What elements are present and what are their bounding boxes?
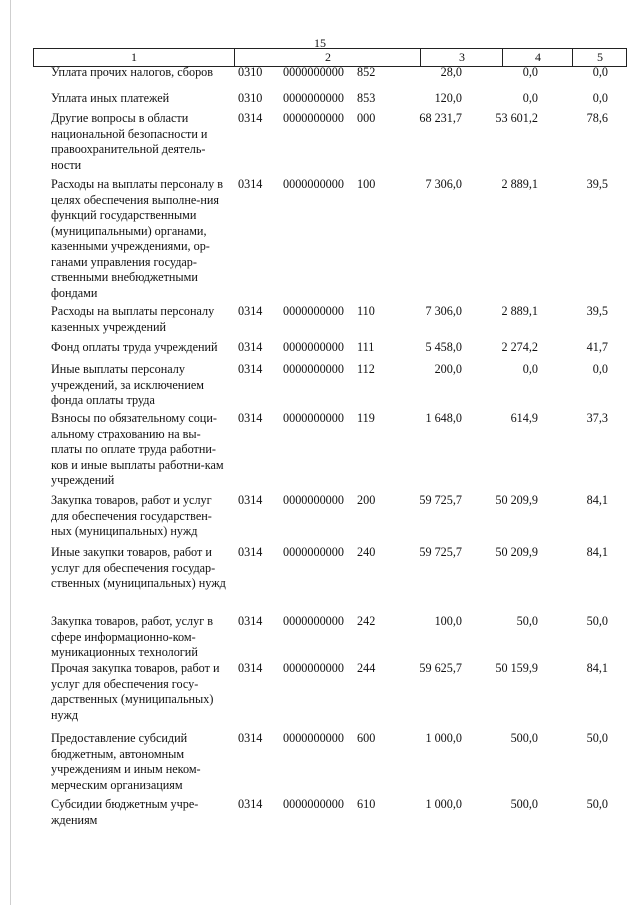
row-target-code: 0000000000: [283, 111, 344, 125]
row-name: Иные выплаты персоналу учреждений, за исключением фонда оплаты труда: [51, 362, 204, 407]
row-plan: 59 725,7: [419, 493, 462, 507]
row-percent: 0,0: [592, 65, 608, 79]
row-plan: 7 306,0: [425, 304, 462, 318]
row-target-code: 0000000000: [283, 731, 344, 745]
row-percent: 84,1: [586, 493, 608, 507]
row-name: Уплата прочих налогов, сборов: [51, 65, 214, 79]
row-expense-type: 200: [357, 493, 376, 507]
row-expense-type: 244: [357, 661, 376, 675]
row-section: 0314: [238, 661, 263, 675]
row-percent: 39,5: [586, 304, 608, 318]
header-col-5: 5: [572, 49, 627, 66]
row-name: Уплата иных платежей: [51, 91, 170, 105]
row-section: 0310: [238, 91, 263, 105]
header-col-3: 3: [420, 49, 503, 66]
row-name: Взносы по обязательному соци-альному страхованию на вы-платы по оплате труда работни-ков и иные выплаты работни-кам учреждений: [51, 411, 224, 487]
row-actual: 500,0: [510, 797, 538, 811]
row-actual: 0,0: [522, 65, 538, 79]
scan-edge: [10, 0, 11, 905]
row-plan: 1 648,0: [425, 411, 462, 425]
row-name: Предоставление субсидий бюджетным, автономным учреждениям и иным неком-мерческим организациям: [51, 731, 201, 792]
row-percent: 84,1: [586, 545, 608, 559]
row-actual: 50 209,9: [495, 545, 538, 559]
row-section: 0310: [238, 65, 263, 79]
row-section: 0314: [238, 111, 263, 125]
row-target-code: 0000000000: [283, 177, 344, 191]
row-plan: 120,0: [434, 91, 462, 105]
row-percent: 50,0: [586, 731, 608, 745]
row-actual: 500,0: [510, 731, 538, 745]
row-expense-type: 852: [357, 65, 376, 79]
row-expense-type: 000: [357, 111, 376, 125]
row-actual: 50 159,9: [495, 661, 538, 675]
row-plan: 68 231,7: [419, 111, 462, 125]
row-section: 0314: [238, 340, 263, 354]
row-plan: 5 458,0: [425, 340, 462, 354]
page-number: 15: [314, 36, 326, 50]
row-target-code: 0000000000: [283, 661, 344, 675]
row-section: 0314: [238, 545, 263, 559]
row-plan: 59 625,7: [419, 661, 462, 675]
row-percent: 41,7: [586, 340, 608, 354]
row-name: Иные закупки товаров, работ и услуг для обеспечения государ-ственных (муниципальных) нужд: [51, 545, 226, 590]
row-plan: 59 725,7: [419, 545, 462, 559]
row-section: 0314: [238, 731, 263, 745]
row-target-code: 0000000000: [283, 91, 344, 105]
row-percent: 50,0: [586, 614, 608, 628]
row-section: 0314: [238, 797, 263, 811]
row-target-code: 0000000000: [283, 304, 344, 318]
row-percent: 78,6: [586, 111, 608, 125]
row-target-code: 0000000000: [283, 340, 344, 354]
row-expense-type: 610: [357, 797, 376, 811]
row-expense-type: 119: [357, 411, 375, 425]
row-actual: 2 889,1: [501, 304, 538, 318]
row-target-code: 0000000000: [283, 411, 344, 425]
row-target-code: 0000000000: [283, 614, 344, 628]
row-actual: 0,0: [522, 91, 538, 105]
row-section: 0314: [238, 614, 263, 628]
row-actual: 53 601,2: [495, 111, 538, 125]
row-plan: 1 000,0: [425, 797, 462, 811]
row-plan: 28,0: [440, 65, 462, 79]
row-target-code: 0000000000: [283, 65, 344, 79]
row-name: Фонд оплаты труда учреждений: [51, 340, 218, 354]
row-name: Закупка товаров, работ и услуг для обеспечения государствен-ных (муниципальных) нужд: [51, 493, 212, 538]
row-section: 0314: [238, 493, 263, 507]
row-name: Закупка товаров, работ, услуг в сфере информационно-ком-муникационных технологий: [51, 614, 213, 659]
row-actual: 2 274,2: [501, 340, 538, 354]
row-plan: 200,0: [434, 362, 462, 376]
row-percent: 0,0: [592, 362, 608, 376]
header-col-2: 2: [234, 49, 421, 66]
row-actual: 0,0: [522, 362, 538, 376]
row-section: 0314: [238, 411, 263, 425]
row-expense-type: 853: [357, 91, 376, 105]
row-expense-type: 111: [357, 340, 375, 354]
row-percent: 84,1: [586, 661, 608, 675]
row-actual: 50 209,9: [495, 493, 538, 507]
row-percent: 50,0: [586, 797, 608, 811]
row-section: 0314: [238, 362, 263, 376]
row-name: Другие вопросы в области национальной безопасности и правоохранительной деятель-ности: [51, 111, 208, 172]
row-percent: 0,0: [592, 91, 608, 105]
row-name: Расходы на выплаты персоналу в целях обеспечения выполне-ния функций государственными (муниципальными) органами, казенными учреждениями, ор-ганами управления государ-ственными внебюджетными фондами: [51, 177, 223, 300]
row-section: 0314: [238, 304, 263, 318]
row-actual: 2 889,1: [501, 177, 538, 191]
row-target-code: 0000000000: [283, 493, 344, 507]
header-col-4: 4: [502, 49, 573, 66]
row-target-code: 0000000000: [283, 545, 344, 559]
row-expense-type: 110: [357, 304, 375, 318]
row-target-code: 0000000000: [283, 362, 344, 376]
row-plan: 100,0: [434, 614, 462, 628]
row-expense-type: 242: [357, 614, 376, 628]
row-name: Прочая закупка товаров, работ и услуг для обеспечения госу-дарственных (муниципальных) нужд: [51, 661, 220, 722]
row-actual: 614,9: [510, 411, 538, 425]
row-actual: 50,0: [516, 614, 538, 628]
header-col-1: 1: [131, 50, 137, 64]
row-expense-type: 240: [357, 545, 376, 559]
row-name: Субсидии бюджетным учре-ждениям: [51, 797, 199, 827]
row-plan: 1 000,0: [425, 731, 462, 745]
row-name: Расходы на выплаты персоналу казенных учреждений: [51, 304, 215, 334]
row-expense-type: 100: [357, 177, 376, 191]
row-percent: 37,3: [586, 411, 608, 425]
row-plan: 7 306,0: [425, 177, 462, 191]
row-target-code: 0000000000: [283, 797, 344, 811]
row-section: 0314: [238, 177, 263, 191]
row-expense-type: 600: [357, 731, 376, 745]
row-percent: 39,5: [586, 177, 608, 191]
row-expense-type: 112: [357, 362, 375, 376]
